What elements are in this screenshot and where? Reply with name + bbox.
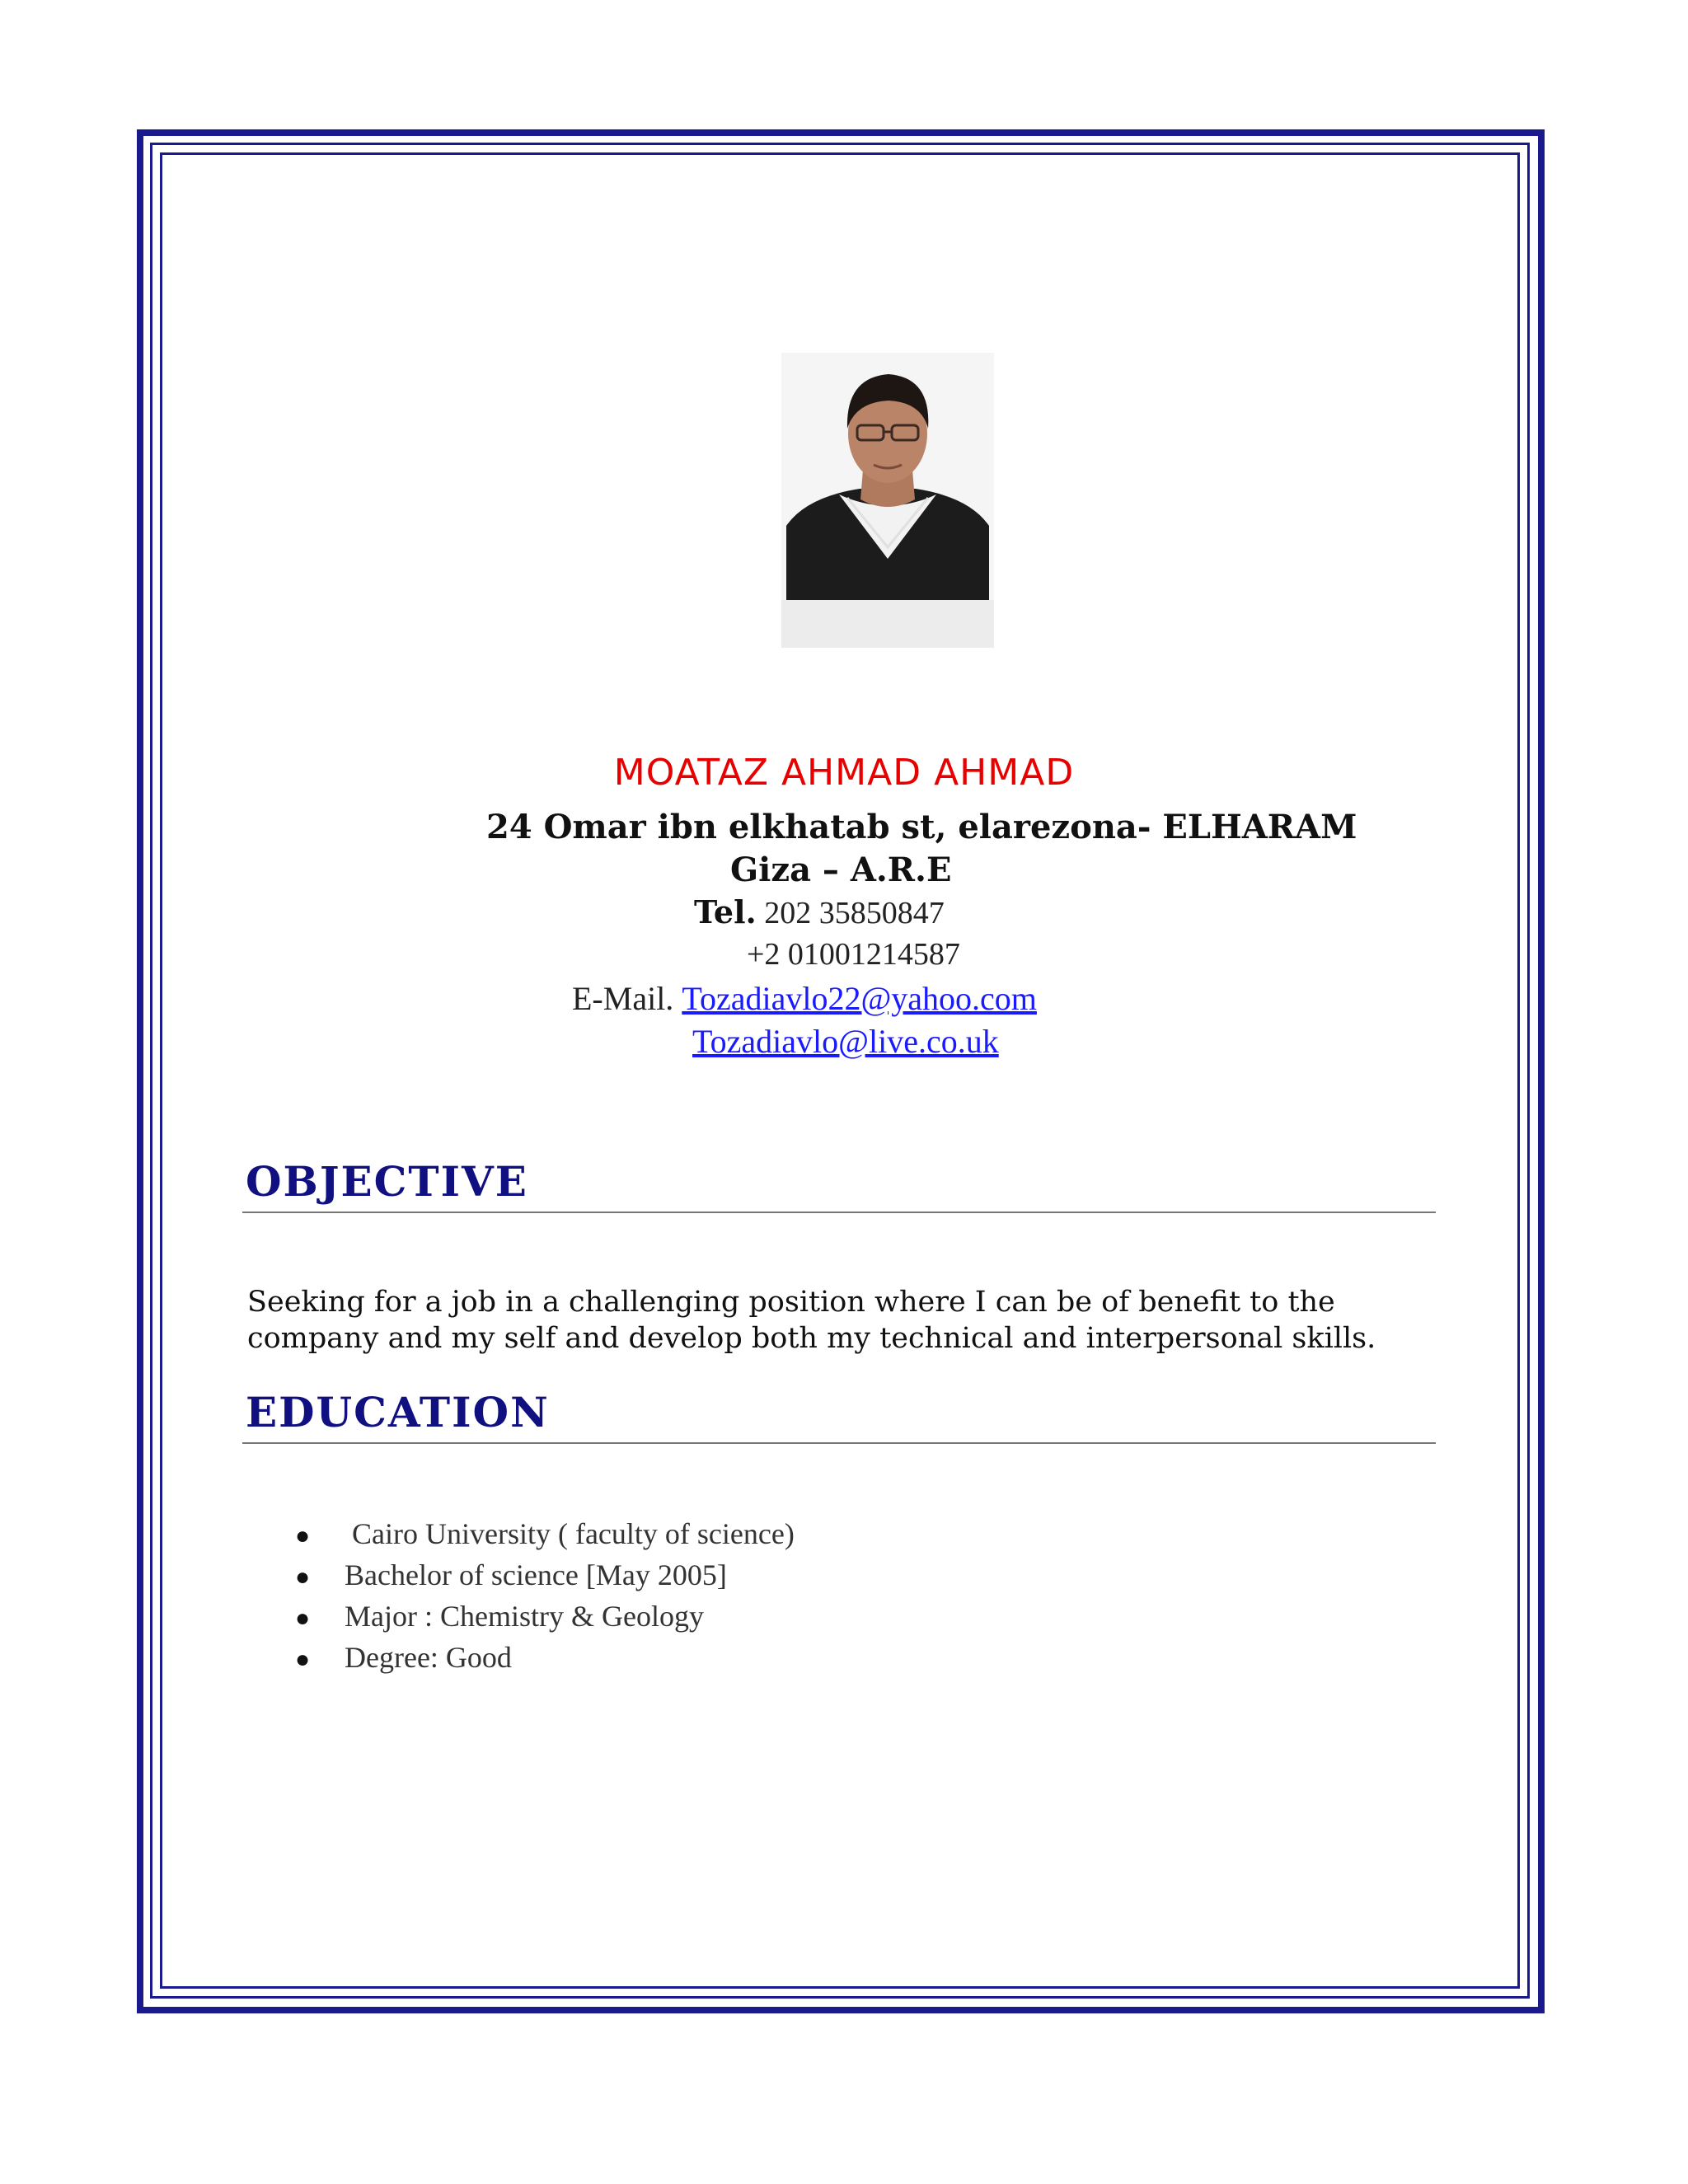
city-line: Giza – A.R.E <box>730 851 952 889</box>
telephone-label: Tel. <box>694 893 757 930</box>
bullet-icon: ● <box>295 1563 311 1591</box>
education-item: Degree: Good <box>345 1641 512 1674</box>
objective-divider <box>242 1212 1436 1213</box>
education-item: Cairo University ( faculty of science) <box>345 1517 795 1550</box>
bullet-icon: ● <box>295 1605 311 1632</box>
list-item <box>295 1513 795 1554</box>
education-heading: EDUCATION <box>246 1388 550 1436</box>
email-label: E-Mail. <box>572 980 674 1017</box>
education-divider <box>242 1442 1436 1444</box>
profile-photo <box>781 353 994 648</box>
email-link-live[interactable]: Tozadiavlo@live.co.uk <box>692 1023 999 1060</box>
candidate-name: MOATAZ AHMAD AHMAD <box>613 752 1075 794</box>
education-item: Bachelor of science [May 2005] <box>345 1558 727 1591</box>
bullet-icon: ● <box>295 1646 311 1673</box>
email-link-yahoo[interactable]: Tozadiavlo22@yahoo.com <box>682 980 1037 1017</box>
list-item <box>295 1554 795 1596</box>
telephone-line <box>694 893 945 931</box>
email-line-2 <box>692 1022 999 1061</box>
education-item: Major : Chemistry & Geology <box>345 1600 704 1633</box>
address-line: 24 Omar ibn elkhatab st, elarezona- ELHARAM <box>486 808 1357 846</box>
list-item <box>295 1637 795 1678</box>
email-line <box>572 979 1037 1018</box>
bullet-icon: ● <box>295 1522 311 1549</box>
telephone-number-1: 202 35850847 <box>764 896 945 930</box>
objective-heading: OBJECTIVE <box>246 1157 528 1206</box>
education-list <box>295 1513 795 1678</box>
telephone-number-2: +2 01001214587 <box>747 937 960 972</box>
objective-text: Seeking for a job in a challenging position where I can be of benefit to the company and my self and develop both my technical and interpersonal skills. <box>247 1286 1376 1355</box>
list-item <box>295 1596 795 1637</box>
